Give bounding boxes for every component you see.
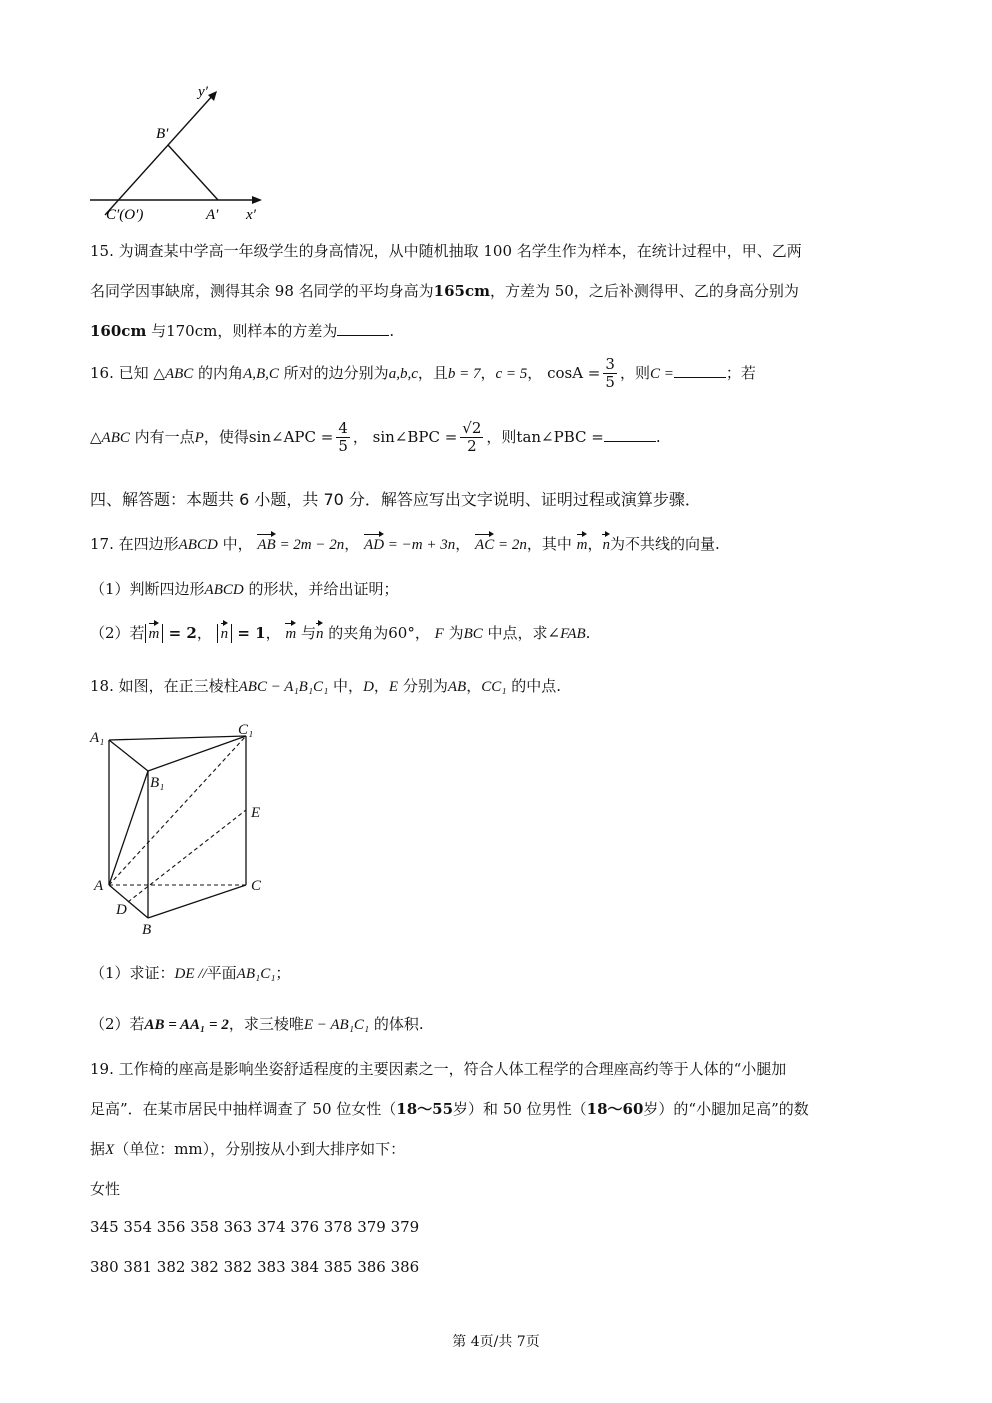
q18-part2: （2）若AB = AA₁ = 2，求三棱唯E − AB₁C₁ 的体积. [90, 1015, 424, 1033]
q17-part2: （2）若 m = 2， n = 1， m 与n 的夹角为60°， F 为BC 中点，求∠FAB. [90, 624, 591, 642]
answer-blank [674, 363, 726, 378]
prism-figure [88, 718, 273, 940]
fraction-sqrt2-2: $\frac{√2}{2}$ [462, 419, 482, 456]
q15-line2: 名同学因事缺席，测得其余 98 名同学的平均身高为165cm，方差为 50，之后补测得甲、乙的身高分别为 [90, 282, 799, 300]
answer-blank [337, 321, 389, 336]
label-a-prime: A′ [206, 207, 219, 223]
label-a1: A₁ [90, 730, 105, 746]
label-b: B [142, 922, 152, 938]
q17-part1: （1）判断四边形ABCD 的形状，并给出证明； [90, 580, 399, 598]
female-data-row-1: 345 354 356 358 363 374 376 378 379 379 [90, 1218, 420, 1236]
label-x-prime: x′ [246, 207, 256, 223]
label-b-prime: B′ [156, 126, 169, 142]
answer-blank [604, 427, 656, 442]
female-label: 女性 [90, 1180, 121, 1198]
label-y-prime: y′ [198, 84, 208, 100]
label-a: A [94, 878, 104, 894]
q15-line3: 160cm 与170cm，则样本的方差为 . [90, 322, 395, 340]
q16-line2: △ABC 内有一点P，使得sin∠APC = $\frac{4}{5}$ ， sin∠BPC = $\frac{√2}{2}$ ，则tan∠PBC = . [90, 419, 661, 456]
section-4-heading: 四、解答题：本题共 6 小题，共 70 分．解答应写出文字说明、证明过程或演算步骤． [90, 490, 701, 509]
label-c-prime: C′(O′) [106, 207, 144, 223]
q18-part1: （1）求证：DE //平面AB₁C₁； [90, 964, 291, 982]
label-c: C [251, 878, 262, 894]
q16-line1: 16. 已知 △ABC 的内角A,B,C 所对的边分别为a,b,c，且b = 7，c = 5， cosA = $\frac{3}{5}$ ，则C = ；若 [90, 355, 756, 392]
fraction-3-5: $\frac{3}{5}$ [605, 355, 615, 392]
q19-line2: 足高”．在某市居民中抽样调查了 50 位女性（18～55岁）和 50 位男性（18～60岁）的“小腿加足高”的数 [90, 1100, 809, 1118]
fraction-4-5: $\frac{4}{5}$ [338, 419, 348, 456]
label-b1: B₁ [150, 775, 165, 791]
page-footer: 第 4页/共 7页 [452, 1334, 540, 1350]
q19-line1: 19. 工作椅的座高是影响坐姿舒适程度的主要因素之一，符合人体工程学的合理座高约等于人体的“小腿加 [90, 1060, 787, 1078]
q15-line1: 15. 为调查某中学高一年级学生的身高情况，从中随机抽取 100 名学生作为样本，在统计过程中，甲、乙两 [90, 242, 802, 260]
q18-line1: 18. 如图，在正三棱柱ABC − A₁B₁C₁ 中，D，E 分别为AB，CC₁ 的中点. [90, 677, 561, 695]
label-c1: C₁ [238, 722, 254, 738]
oblique-axes-figure [90, 82, 270, 227]
q19-line3: 据X（单位：mm），分别按从小到大排序如下： [90, 1140, 406, 1158]
label-e: E [251, 805, 261, 821]
q17-line1: 17. 在四边形ABCD 中， AB = 2m − 2n， AD = −m + 3n， AC = 2n，其中 m，n为不共线的向量. [90, 535, 720, 553]
label-d: D [116, 902, 127, 918]
female-data-row-2: 380 381 382 382 382 383 384 385 386 386 [90, 1258, 420, 1276]
